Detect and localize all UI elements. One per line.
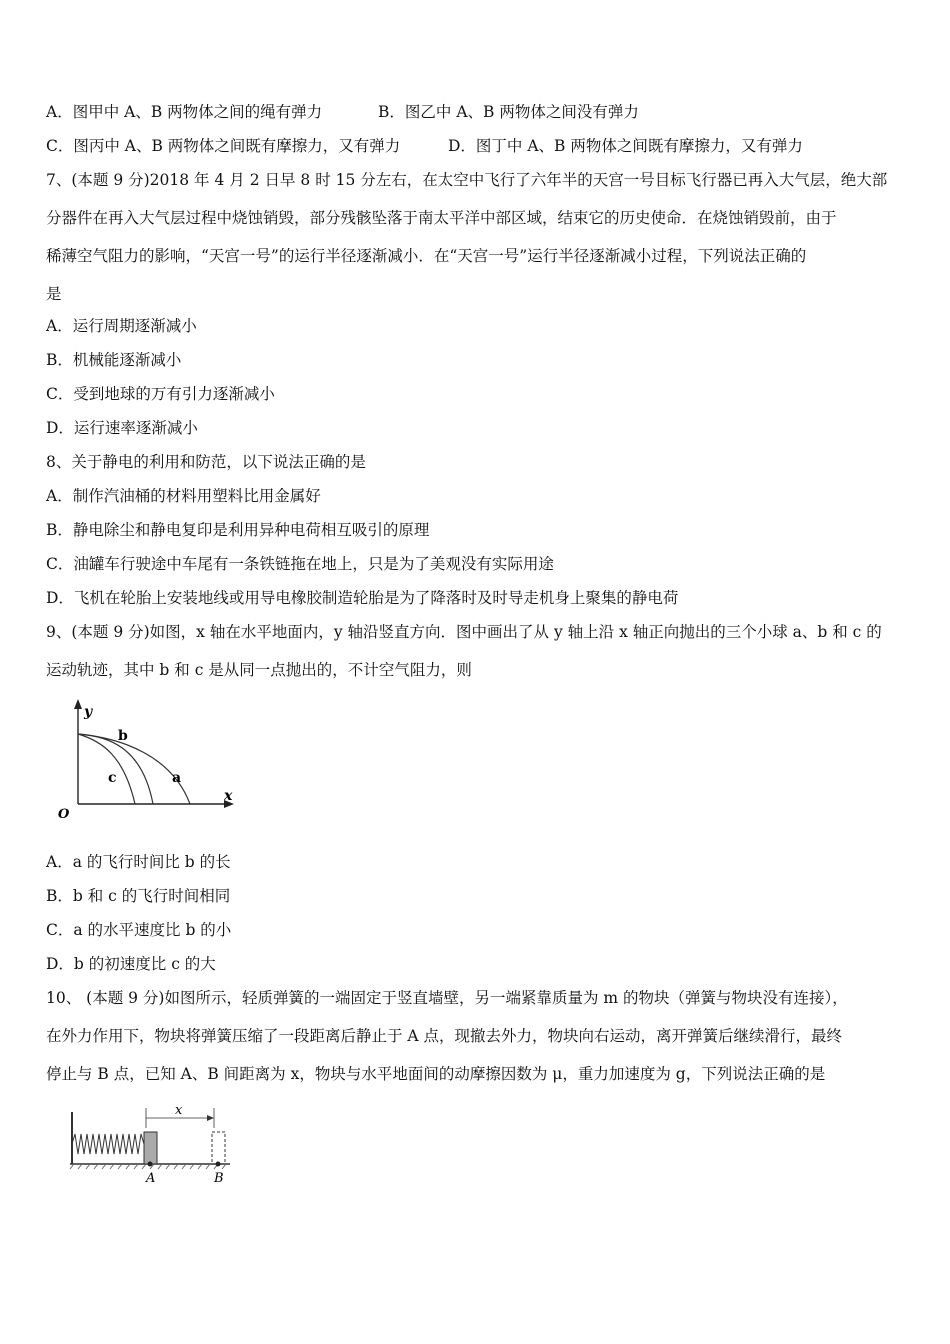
- projectile-trajectory-figure: [52, 696, 242, 822]
- point-b-label: B: [214, 1171, 224, 1186]
- q9-option-d: D．b 的初速度比 c 的大: [46, 955, 216, 973]
- q7-option-a: A．运行周期逐渐减小: [46, 317, 197, 335]
- spring-block-figure: [64, 1100, 236, 1190]
- trajectory-b: [78, 734, 153, 804]
- curve-a-label: a: [172, 770, 182, 786]
- q7-option-b: B．机械能逐渐减小: [46, 351, 182, 369]
- block-at-a: [144, 1132, 157, 1164]
- q7-stem-line4: 是: [46, 285, 62, 303]
- origin-label: O: [58, 807, 70, 822]
- q6-option-b: B．图乙中 A、B 两物体之间没有弹力: [378, 103, 639, 121]
- q8-option-d: D．飞机在轮胎上安装地线或用导电橡胶制造轮胎是为了降落时及时导走机身上聚集的静电荷: [46, 589, 679, 607]
- q9-stem-line2: 运动轨迹，其中 b 和 c 是从同一点抛出的，不计空气阻力，则: [46, 661, 472, 679]
- x-axis-label: x: [224, 788, 233, 804]
- block-at-b-dashed: [212, 1132, 225, 1164]
- q10-stem-line3: 停止与 B 点，已知 A、B 间距离为 x，物块与水平地面间的动摩擦因数为 μ，重力加速度为 g，下列说法正确的是: [46, 1065, 826, 1083]
- y-axis-label: y: [84, 704, 93, 720]
- q10-stem-line1: 10、 (本题 9 分)如图所示，轻质弹簧的一端固定于竖直墙壁，另一端紧靠质量为 m 的物块（弹簧与物块没有连接），: [46, 989, 848, 1007]
- q9-stem-line1: 9、(本题 9 分)如图，x 轴在水平地面内，y 轴沿竖直方向．图中画出了从 y 轴上沿 x 轴正向抛出的三个小球 a、b 和 c 的: [46, 623, 882, 641]
- q8-option-c: C．油罐车行驶途中车尾有一条铁链拖在地上，只是为了美观没有实际用途: [46, 555, 554, 573]
- q7-option-d: D．运行速率逐渐减小: [46, 419, 198, 437]
- q8-option-b: B．静电除尘和静电复印是利用异种电荷相互吸引的原理: [46, 521, 430, 539]
- q8-stem: 8、关于静电的利用和防范，以下说法正确的是: [46, 453, 366, 471]
- q7-stem-line3: 稀薄空气阻力的影响，“天宫一号”的运行半径逐渐减小．在“天宫一号”运行半径逐渐减小过程，下列说法正确的: [46, 247, 807, 265]
- q8-option-a: A．制作汽油桶的材料用塑料比用金属好: [46, 487, 321, 505]
- point-a-marker: [148, 1162, 153, 1167]
- q7-option-c: C．受到地球的万有引力逐渐减小: [46, 385, 275, 403]
- distance-arrow-head-icon: [207, 1115, 214, 1121]
- q7-stem-line2: 分器件在再入大气层过程中烧蚀销毁，部分残骸坠落于南太平洋中部区域，结束它的历史使命．在烧蚀销毁前，由于: [46, 209, 837, 227]
- curve-b-label: b: [118, 728, 128, 744]
- y-axis-arrow-icon: [74, 699, 82, 709]
- trajectory-a: [78, 734, 190, 804]
- q7-stem-line1: 7、(本题 9 分)2018 年 4 月 2 日早 8 时 15 分左右，在太空中飞行了六年半的天宫一号目标飞行器已再入大气层，绝大部: [46, 171, 888, 189]
- q9-option-a: A．a 的飞行时间比 b 的长: [46, 853, 231, 871]
- q6-option-d: D．图丁中 A、B 两物体之间既有摩擦力，又有弹力: [448, 137, 803, 155]
- point-a-label: A: [146, 1171, 156, 1186]
- distance-label: x: [175, 1103, 183, 1118]
- q6-option-c: C．图丙中 A、B 两物体之间既有摩擦力，又有弹力: [46, 137, 401, 155]
- point-b-marker: [216, 1162, 221, 1167]
- q9-option-c: C．a 的水平速度比 b 的小: [46, 921, 232, 939]
- spring-icon: [72, 1134, 144, 1154]
- q10-stem-line2: 在外力作用下，物块将弹簧压缩了一段距离后静止于 A 点，现撤去外力，物块向右运动，离开弹簧后继续滑行，最终: [46, 1027, 843, 1045]
- q6-option-a: A．图甲中 A、B 两物体之间的绳有弹力: [46, 103, 323, 121]
- q9-option-b: B．b 和 c 的飞行时间相同: [46, 887, 231, 905]
- curve-c-label: c: [108, 770, 117, 786]
